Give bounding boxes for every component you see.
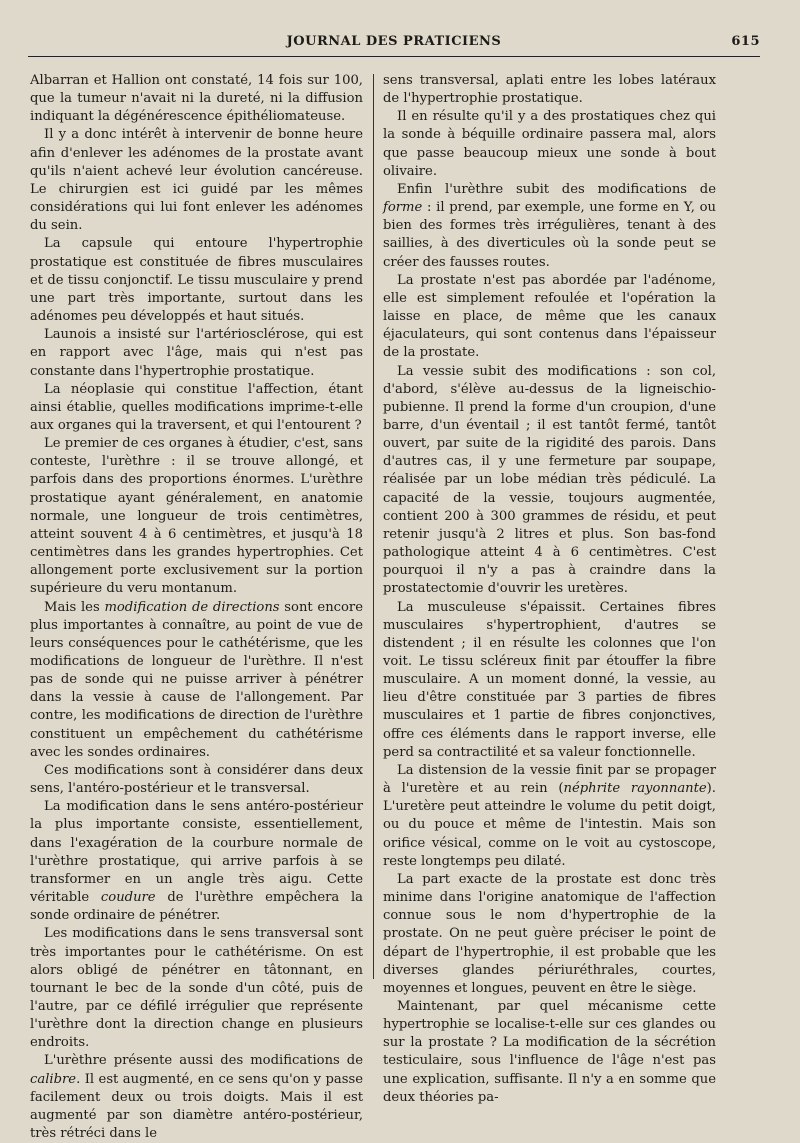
- paragraph: [30, 762, 363, 798]
- paragraph: [30, 1052, 363, 1143]
- paragraph-text: La vessie subit des modifications : son col, d'abord, s'élève au-dessus de la ligneischio-pubienne. Il prend la forme d'un croupion, d'une barre, d'un éventail ; il est tantôt fermé, tantôt ouvert, par suite de la rigidité des parois. Dans d'autres cas, il y une fermeture par soupape, réalisée par un lobe médian très pédiculé. La capacité de la vessie, toujours augmentée, contient 200 à 300 grammes de résidu, et peut retenir jusqu'à 2 litres et plus. Son bas-fond pathologique atteint 4 à 6 centimètres. C'est pourquoi il n'y a pas à craindre dans la prostatectomie d'ouvrir les uretères.: [383, 363, 716, 597]
- italic-text: néphrite rayonnante: [563, 781, 707, 797]
- paragraph-text: Le premier de ces organes à étudier, c'est, sans conteste, l'urèthre : il se trouve allongé, et parfois dans des proportions énormes. L'urèthre prostatique ayant généralement, en anatomie normale, une longueur de trois centimètres, atteint souvent 4 à 6 centimètres, et jusqu'à 18 centimètres dans les grandes hypertrophies. Cet allongement porte exclusivement sur la portion supérieure du veru montanum.: [30, 436, 363, 597]
- paragraph: [383, 998, 716, 1107]
- paragraph-text: La part exacte de la prostate est donc très minime dans l'origine anatomique de l'affection connue sous le nom d'hypertrophie de la prostate. On ne peut guère préciser le point de départ de l'hypertrophie, il est probable que les diverses glandes périuréthrales, courtes, moyennes et longues, peuvent en être le siège.: [383, 871, 716, 996]
- paragraph-text: L'urèthre présente aussi des modifications de: [44, 1053, 363, 1069]
- paragraph-text: Enfin l'urèthre subit des modifications de: [397, 181, 716, 197]
- italic-text: calibre: [30, 1071, 77, 1087]
- paragraph: [30, 798, 363, 925]
- paragraph-text: sens transversal, aplati entre les lobes latéraux de l'hypertrophie prostatique.: [383, 73, 716, 107]
- paragraph-text: ). L'uretère peut atteindre le volume du petit doigt, ou du pouce et même de l'intestin. Mais son orifice vésical, comme on le voit au cystoscope, reste longtemps peu dilaté.: [383, 781, 716, 869]
- paragraph-text: . Il est augmenté, en ce sens qu'on y passe facilement deux ou trois doigts. Mais il est augmenté par son diamètre antéro-postérieur, très rétréci dans le: [30, 1071, 363, 1142]
- paragraph: [30, 126, 363, 235]
- right-column: [383, 72, 716, 1107]
- paragraph: [383, 762, 716, 871]
- paragraph-text: Il y a donc intérêt à intervenir de bonne heure afin d'enlever les adénomes de la prostate avant qu'ils n'aient achevé leur évolution cancéreuse. Le chirurgien est ici guidé par les mêmes considérations qui lui font enlever les adénomes du sein.: [30, 127, 363, 234]
- paragraph: [383, 363, 716, 599]
- page-number: 615: [731, 34, 760, 49]
- paragraph-text: Ces modifications sont à considérer dans deux sens, l'antéro-postérieur et le transversal.: [30, 762, 363, 797]
- paragraph-text: : il prend, par exemple, une forme en Y, ou bien des formes très irrégulières, tenant à des saillies, à des diverticules où la sonde peut se créer des fausses routes.: [383, 200, 716, 270]
- paragraph: [383, 181, 716, 272]
- left-column: [30, 72, 363, 1143]
- paragraph: [383, 72, 716, 108]
- italic-text: coudure: [100, 890, 156, 906]
- paragraph-text: de l'urèthre empêchera la sonde ordinaire de pénétrer.: [30, 890, 363, 924]
- paragraph-text: Les modifications dans le sens transversal sont très importantes pour le cathétérisme. On est alors obligé de pénétrer en tâtonnant, en tournant le bec de la sonde d'un côté, puis de l'autre, par ce défilé irrégulier que représente l'urèthre dont la direction change en plusieurs endroits.: [30, 926, 363, 1051]
- paragraph: [383, 599, 716, 762]
- paragraph-text: Mais les: [44, 599, 105, 615]
- paragraph-text: Launois a insisté sur l'artériosclérose, qui est en rapport avec l'âge, mais qui n'est pas constante dans l'hypertrophie prostatique.: [30, 327, 363, 379]
- paragraph: [383, 871, 716, 998]
- paragraph: [30, 435, 363, 598]
- italic-text: modification de directions: [104, 599, 280, 615]
- paragraph: [383, 108, 716, 181]
- paragraph-text: Albarran et Hallion ont constaté, 14 fois sur 100, que la tumeur n'avait ni la dureté, ni la diffusion indiquant la dégénérescence épithéliomateuse.: [30, 73, 363, 125]
- paragraph: [30, 381, 363, 435]
- paragraph: [30, 72, 363, 126]
- paragraph: [30, 925, 363, 1052]
- paragraph-text: Maintenant, par quel mécanisme cette hypertrophie se localise-t-elle sur ces glandes ou sur la prostate ? La modification de la sécrétion testiculaire, sous l'influence de l'âge n'est pas une explication, suffisante. Il n'y a en somme que deux théories pa-: [383, 998, 716, 1105]
- journal-title: JOURNAL DES PRATICIENS: [286, 34, 502, 49]
- paragraph-text: La capsule qui entoure l'hypertrophie prostatique est constituée de fibres musculaires et de tissu conjonctif. Le tissu musculaire y prend une part très importante, surtout dans les adénomes peu développés et haut situés.: [30, 236, 363, 325]
- paragraph: [383, 272, 716, 363]
- page-header: [28, 30, 760, 54]
- paragraph: [30, 599, 363, 762]
- paragraph-text: La néoplasie qui constitue l'affection, étant ainsi établie, quelles modifications imprime-t-elle aux organes qui la traversent, et qui l'entourent ?: [30, 381, 363, 433]
- paragraph-text: Il en résulte qu'il y a des prostatiques chez qui la sonde à béquille ordinaire passera mal, alors que passe beaucoup mieux une sonde à bout olivaire.: [383, 109, 716, 179]
- paragraph-text: sont encore plus importantes à connaître, au point de vue de leurs conséquences pour le cathétérisme, que les modifications de longueur de l'urèthre. Il n'est pas de sonde qui ne puisse arriver à pénétrer dans la vessie à cause de l'allongement. Par contre, les modifications de direction de l'urèthre constituent un empêchement du cathétérisme avec les sondes ordinaires.: [30, 599, 363, 760]
- paragraph-text: La distension de la vessie finit par se propager à l'uretère et au rein (: [383, 762, 716, 797]
- column-divider: [373, 74, 374, 979]
- paragraph: [30, 235, 363, 326]
- paragraph-text: La modification dans le sens antéro-postérieur la plus importante consiste, essentiellement, dans l'exagération de la courbure normale de l'urèthre prostatique, qui arrive parfois à se transformer en un angle très aigu. Cette véritable: [30, 799, 363, 906]
- header-rule: [28, 56, 760, 57]
- paragraph-text: La musculeuse s'épaissit. Certaines fibres musculaires s'hypertrophient, d'autres se distendent ; il en résulte les colonnes que l'on voit. Le tissu scléreux finit par étouffer la fibre musculaire. A un moment donné, la vessie, au lieu d'être constituée par 3 parties de fibres musculaires et 1 partie de fibres conjonctives, offre ces éléments dans le rapport inverse, elle perd sa contractilité et sa valeur fonctionnelle.: [383, 599, 716, 760]
- italic-text: forme: [383, 200, 423, 216]
- paragraph: [30, 326, 363, 380]
- paragraph-text: La prostate n'est pas abordée par l'adénome, elle est simplement refoulée et l'opération la laisse en place, de même que les canaux éjaculateurs, qui sont contenus dans l'épaisseur de la prostate.: [383, 272, 716, 361]
